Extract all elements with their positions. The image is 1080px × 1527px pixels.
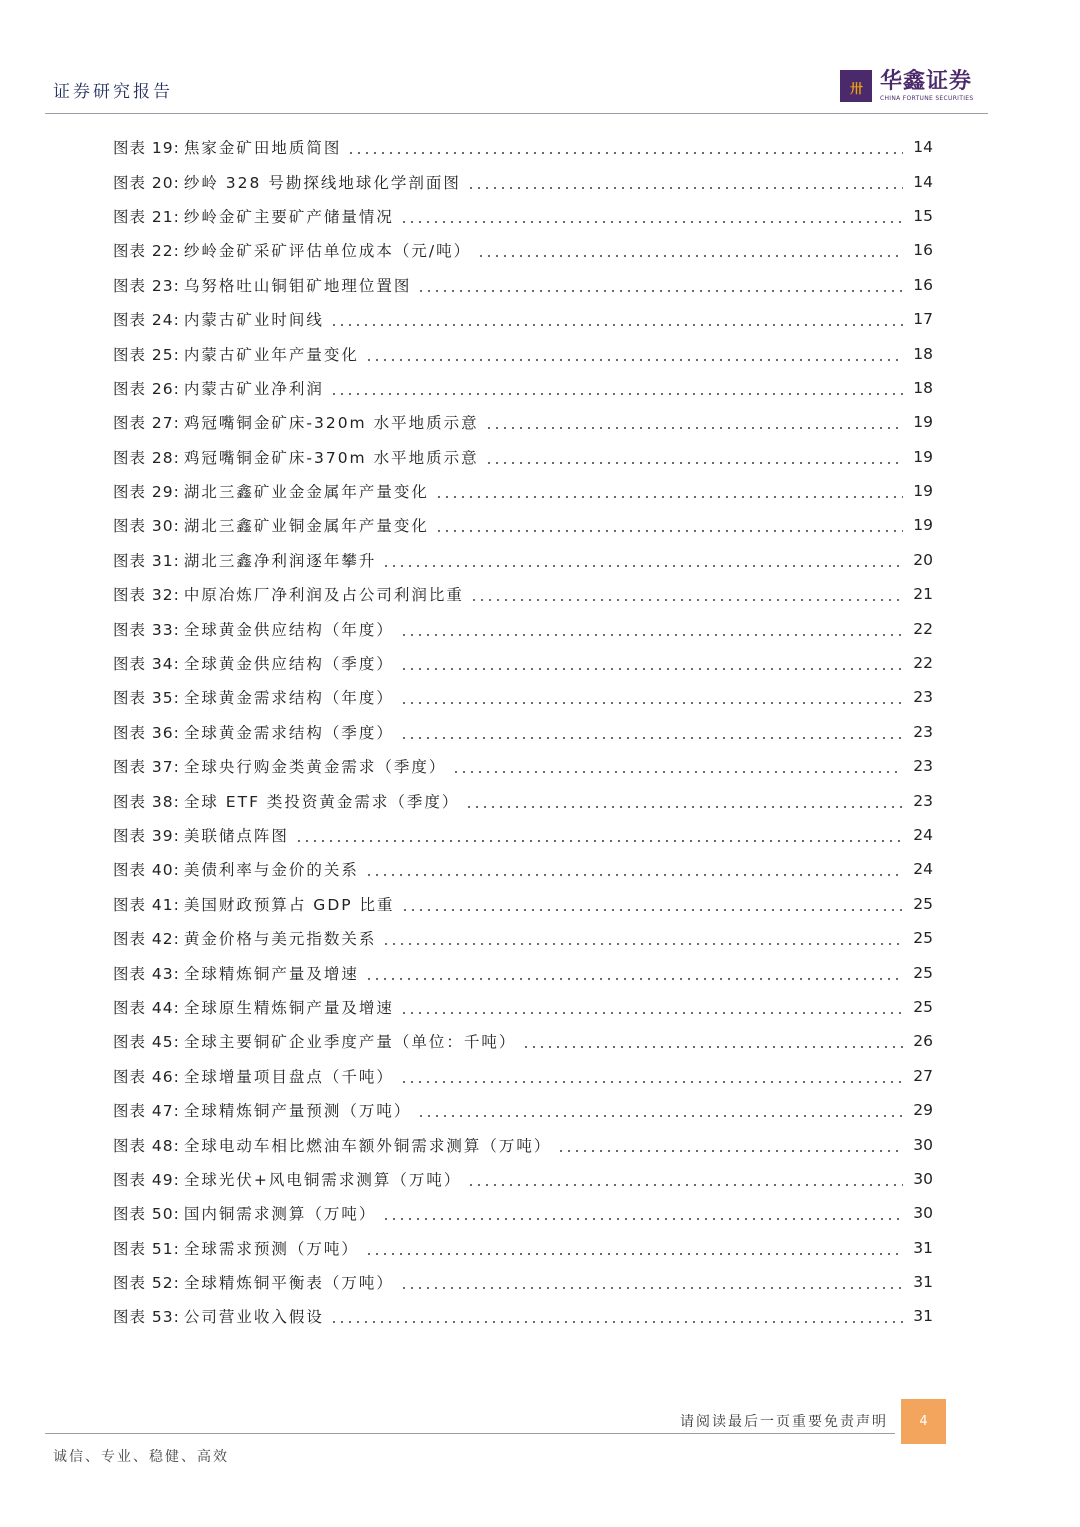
toc-entry-title: 全球电动车相比燃油车额外铜需求测算（万吨）: [183, 1136, 552, 1155]
toc-entry-title: 湖北三鑫矿业金金属年产量变化: [183, 483, 429, 502]
toc-entry-title: 全球精炼铜产量及增速: [183, 964, 359, 983]
toc-entry-title: 国内铜需求测算（万吨）: [183, 1205, 377, 1224]
toc-dot-leader: [400, 668, 903, 670]
footer-disclaimer: 请阅读最后一页重要免责声明: [680, 1414, 888, 1430]
toc-entry-page: 24: [913, 826, 933, 844]
toc-dot-leader: [365, 1253, 903, 1255]
toc-entry-page: 25: [913, 997, 933, 1016]
toc-entry-page: 31: [913, 1238, 933, 1257]
toc-entry-page: 25: [913, 894, 933, 913]
toc-entry-label: 图表 35:: [113, 689, 180, 708]
toc-dot-leader: [365, 978, 903, 980]
toc-dot-leader: [435, 530, 903, 532]
toc-dot-leader: [401, 909, 903, 911]
toc-entry-page: 19: [913, 413, 933, 432]
toc-entry-label: 图表 37:: [113, 758, 180, 777]
toc-entry-title: 纱岭 328 号勘探线地球化学剖面图: [183, 173, 461, 192]
toc-entry-title: 全球精炼铜产量预测（万吨）: [183, 1102, 412, 1121]
toc-dot-leader: [382, 943, 903, 945]
toc-entry-label: 图表 31:: [113, 551, 180, 570]
toc-dot-leader: [382, 565, 903, 567]
toc-entry-page: 19: [913, 482, 933, 501]
toc-entry[interactable]: [113, 508, 933, 542]
toc-entry-label: 图表 23:: [113, 276, 180, 295]
toc-dot-leader: [382, 1218, 903, 1220]
toc-entry-title: 全球黄金需求结构（年度）: [183, 689, 394, 708]
toc-entry-title: 焦家金矿田地质简图: [183, 139, 342, 158]
toc-dot-leader: [417, 290, 903, 292]
page-number: 4: [919, 1414, 928, 1429]
toc-entry-title: 美债利率与金价的关系: [183, 861, 359, 880]
toc-entry-page: 18: [913, 344, 933, 363]
toc-entry-page: 23: [913, 757, 933, 776]
toc-entry[interactable]: [113, 440, 933, 474]
toc-entry-title: 全球黄金供应结构（季度）: [183, 655, 394, 674]
toc-entry-page: 30: [913, 1204, 933, 1223]
toc-entry-label: 图表 40:: [113, 861, 180, 880]
toc-entry-label: 图表 53:: [113, 1308, 180, 1327]
toc-entry[interactable]: [113, 749, 933, 783]
toc-entry[interactable]: [113, 543, 933, 577]
logo-mark-icon: [840, 70, 872, 102]
toc-entry-page: 23: [913, 722, 933, 741]
toc-entry[interactable]: [113, 1265, 933, 1299]
toc-entry[interactable]: [113, 336, 933, 370]
toc-entry[interactable]: [113, 990, 933, 1024]
toc-entry-page: 22: [913, 654, 933, 673]
toc-dot-leader: [365, 874, 903, 876]
toc-dot-leader: [557, 1150, 903, 1152]
toc-entry-title: 全球主要铜矿企业季度产量（单位：千吨）: [183, 1033, 517, 1052]
toc-entry-page: 20: [913, 550, 933, 569]
toc-entry-title: 鸡冠嘴铜金矿床-320m 水平地质示意: [183, 414, 479, 433]
toc-dot-leader: [330, 393, 903, 395]
toc-entry-page: 29: [913, 1101, 933, 1120]
toc-entry[interactable]: [113, 474, 933, 508]
toc-entry-title: 鸡冠嘴铜金矿床-370m 水平地质示意: [183, 448, 479, 467]
logo-text: [880, 70, 973, 102]
toc-dot-leader: [417, 1115, 903, 1117]
toc-entry-title: 全球需求预测（万吨）: [183, 1239, 359, 1258]
toc-entry-label: 图表 49:: [113, 1170, 180, 1189]
toc-entry-title: 全球黄金需求结构（季度）: [183, 723, 394, 742]
toc-entry-label: 图表 34:: [113, 655, 180, 674]
toc-dot-leader: [485, 462, 903, 464]
toc-entry-page: 15: [913, 206, 933, 225]
toc-dot-leader: [467, 187, 903, 189]
toc-entry-title: 全球黄金供应结构（年度）: [183, 620, 394, 639]
toc-entry-label: 图表 19:: [113, 139, 180, 158]
toc-entry-page: 18: [913, 378, 933, 397]
toc-entry-page: 16: [913, 241, 933, 260]
toc-entry-page: 23: [913, 688, 933, 707]
toc-entry[interactable]: [113, 611, 933, 645]
toc-dot-leader: [485, 427, 903, 429]
toc-entry-page: 16: [913, 275, 933, 294]
toc-entry[interactable]: [113, 164, 933, 198]
toc-entry[interactable]: [113, 921, 933, 955]
toc-entry-page: 14: [913, 172, 933, 191]
toc-entry-label: 图表 29:: [113, 483, 180, 502]
toc-entry[interactable]: [113, 1024, 933, 1058]
toc-entry-label: 图表 25:: [113, 345, 180, 364]
toc-entry-label: 图表 27:: [113, 414, 180, 433]
toc-entry[interactable]: [113, 715, 933, 749]
toc-entry-page: 21: [913, 585, 933, 604]
toc-entry-title: 全球 ETF 类投资黄金需求（季度）: [183, 792, 460, 811]
toc-entry[interactable]: [113, 130, 933, 164]
toc-entry-label: 图表 33:: [113, 620, 180, 639]
toc-dot-leader: [477, 255, 903, 257]
toc-dot-leader: [330, 1321, 903, 1323]
toc-entry-page: 19: [913, 516, 933, 535]
toc-dot-leader: [400, 634, 903, 636]
toc-entry-title: 湖北三鑫矿业铜金属年产量变化: [183, 517, 429, 536]
toc-entry-title: 全球精炼铜平衡表（万吨）: [183, 1274, 394, 1293]
toc-entry-label: 图表 50:: [113, 1205, 180, 1224]
toc-entry-label: 图表 47:: [113, 1102, 180, 1121]
toc-entry-label: 图表 46:: [113, 1067, 180, 1086]
toc-entry-title: 全球原生精炼铜产量及增速: [183, 998, 394, 1017]
toc-entry-label: 图表 44:: [113, 998, 180, 1017]
toc-entry[interactable]: [113, 302, 933, 336]
toc-dot-leader: [522, 1046, 903, 1048]
toc-dot-leader: [400, 737, 903, 739]
toc-entry-title: 纱岭金矿主要矿产储量情况: [183, 207, 394, 226]
toc-entry-label: 图表 38:: [113, 792, 180, 811]
toc-entry-title: 美国财政预算占 GDP 比重: [183, 895, 395, 914]
toc-entry-label: 图表 39:: [113, 827, 180, 845]
toc-entry[interactable]: [113, 1196, 933, 1230]
toc-entry[interactable]: [113, 955, 933, 989]
toc-dot-leader: [400, 1287, 903, 1289]
toc-entry[interactable]: [113, 268, 933, 302]
toc-entry-label: 图表 22:: [113, 242, 180, 261]
logo-mark-glyph: 卅: [849, 82, 862, 97]
toc-entry-page: 23: [913, 791, 933, 810]
toc-entry-page: 30: [913, 1135, 933, 1154]
toc-entry-page: 30: [913, 1169, 933, 1188]
toc-entry-title: 全球增量项目盘点（千吨）: [183, 1067, 394, 1086]
toc-dot-leader: [467, 1184, 903, 1186]
toc-dot-leader: [400, 1012, 903, 1014]
toc-entry-label: 图表 32:: [113, 586, 180, 605]
toc-entry[interactable]: [113, 818, 933, 852]
toc-entry-title: 内蒙古矿业时间线: [183, 311, 324, 330]
toc-entry-label: 图表 48:: [113, 1136, 180, 1155]
toc-entry-title: 全球央行购金类黄金需求（季度）: [183, 758, 447, 777]
toc-dot-leader: [470, 599, 903, 601]
toc-entry-label: 图表 21:: [113, 207, 180, 226]
toc-entry-page: 31: [913, 1307, 933, 1326]
toc-entry-page: 14: [913, 138, 933, 157]
toc-entry[interactable]: [113, 783, 933, 817]
toc-entry-label: 图表 41:: [113, 895, 180, 914]
toc-entry-page: 31: [913, 1273, 933, 1292]
toc-entry[interactable]: [113, 199, 933, 233]
toc-entry-title: 公司营业收入假设: [183, 1308, 324, 1327]
toc-entry-page: 17: [913, 310, 933, 329]
toc-dot-leader: [400, 221, 903, 223]
toc-entry-title: 黄金价格与美元指数关系: [183, 930, 377, 949]
toc-entry-page: 25: [913, 963, 933, 982]
toc-entry[interactable]: [113, 1093, 933, 1127]
toc-entry-title: 中原冶炼厂净利润及占公司利润比重: [183, 586, 464, 605]
toc-dot-leader: [347, 152, 903, 154]
toc-entry[interactable]: [113, 852, 933, 886]
toc-entry[interactable]: [113, 577, 933, 611]
toc-entry[interactable]: [113, 1299, 933, 1333]
toc-entry-title: 全球光伏+风电铜需求测算（万吨）: [183, 1170, 462, 1189]
toc-dot-leader: [295, 840, 903, 842]
toc-entry-label: 图表 36:: [113, 723, 180, 742]
toc-entry-title: 内蒙古矿业年产量变化: [183, 345, 359, 364]
footer-divider: [45, 1433, 895, 1434]
toc-entry-page: 25: [913, 929, 933, 948]
toc-entry-label: 图表 45:: [113, 1033, 180, 1052]
toc-entry[interactable]: [113, 646, 933, 680]
toc-dot-leader: [435, 496, 903, 498]
toc-entry[interactable]: [113, 887, 933, 921]
toc-entry-page: 27: [913, 1066, 933, 1085]
toc-entry-label: 图表 43:: [113, 964, 180, 983]
toc-entry[interactable]: [113, 233, 933, 267]
toc-entry-label: 图表 52:: [113, 1274, 180, 1293]
toc-entry-title: 乌努格吐山铜钼矿地理位置图: [183, 276, 412, 295]
toc-entry-label: 图表 51:: [113, 1239, 180, 1258]
toc-entry-page: 24: [913, 860, 933, 879]
toc-dot-leader: [330, 324, 903, 326]
page-number-badge: [901, 1399, 946, 1444]
toc-dot-leader: [400, 1081, 903, 1083]
toc-entry-page: 19: [913, 447, 933, 466]
toc-entry-page: 26: [913, 1032, 933, 1051]
report-type-label: 证券研究报告: [53, 82, 173, 102]
toc-entry-title: 纱岭金矿采矿评估单位成本（元/吨）: [183, 242, 472, 261]
toc-dot-leader: [400, 702, 903, 704]
toc-entry-label: 图表 28:: [113, 448, 180, 467]
toc-entry-label: 图表 42:: [113, 930, 180, 949]
toc-dot-leader: [465, 806, 903, 808]
toc-entry[interactable]: [113, 680, 933, 714]
logo-english-name: CHINA FORTUNE SECURITIES: [880, 95, 974, 102]
toc-entry[interactable]: [113, 1162, 933, 1196]
toc-entry[interactable]: [113, 1127, 933, 1161]
toc-entry[interactable]: [113, 405, 933, 439]
table-of-figures: [113, 130, 933, 1334]
toc-entry[interactable]: [113, 1059, 933, 1093]
toc-dot-leader: [452, 771, 903, 773]
toc-entry-label: 图表 30:: [113, 517, 180, 536]
footer-motto: 诚信、专业、稳健、高效: [53, 1449, 229, 1465]
header-divider: [45, 113, 988, 114]
toc-entry-title: 内蒙古矿业净利润: [183, 379, 324, 398]
logo-chinese-name: 华鑫证券: [880, 69, 973, 94]
toc-entry-title: 湖北三鑫净利润逐年攀升: [183, 551, 377, 570]
toc-entry-label: 图表 20:: [113, 173, 180, 192]
toc-entry-page: 22: [913, 619, 933, 638]
toc-entry-title: 美联储点阵图: [183, 827, 289, 845]
toc-entry-label: 图表 26:: [113, 379, 180, 398]
toc-dot-leader: [365, 359, 903, 361]
company-logo: [840, 70, 973, 102]
toc-entry-label: 图表 24:: [113, 311, 180, 330]
toc-entry[interactable]: [113, 371, 933, 405]
toc-entry[interactable]: [113, 1231, 933, 1265]
